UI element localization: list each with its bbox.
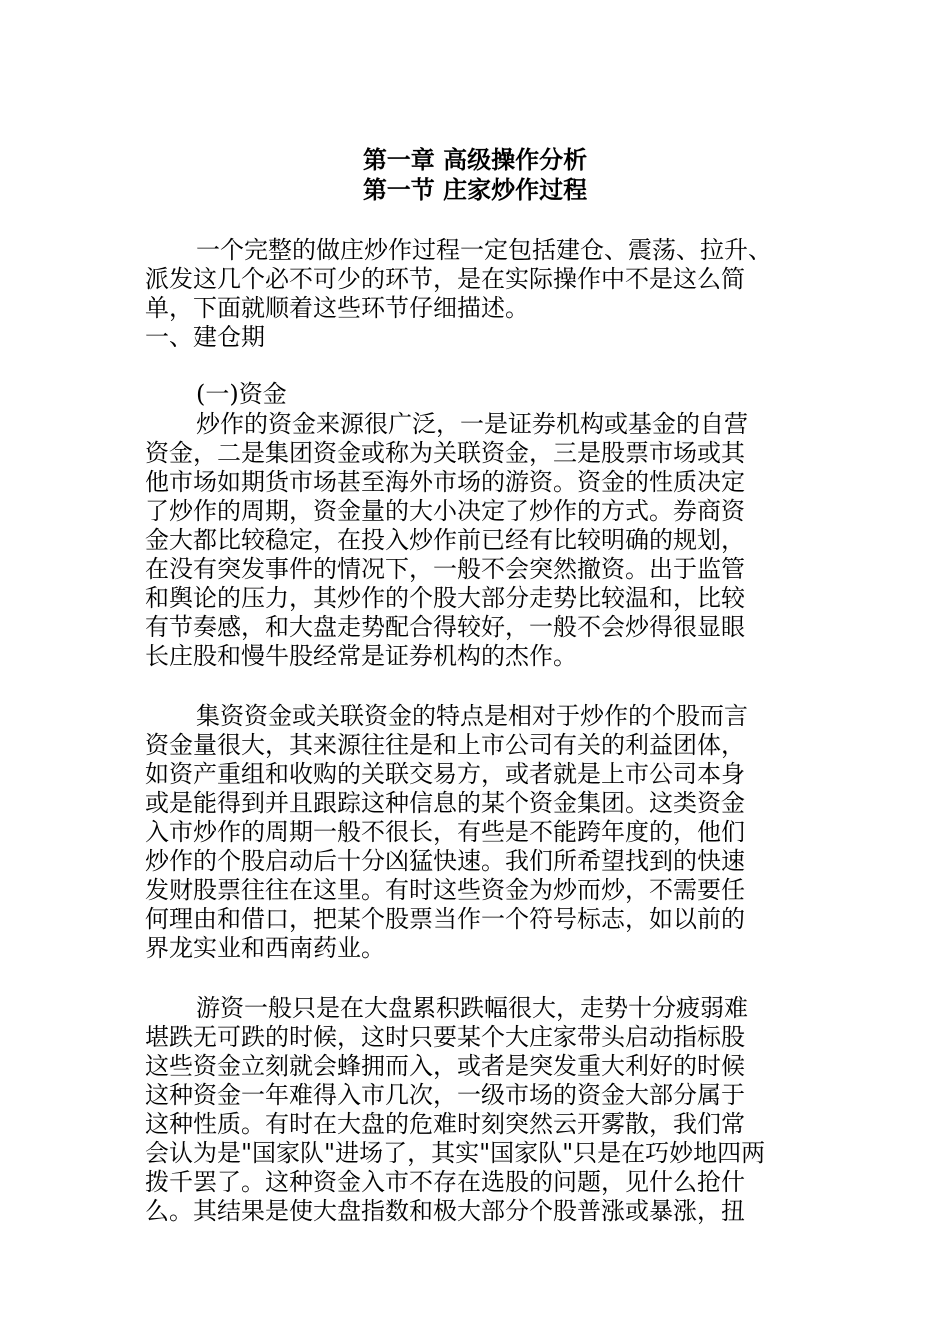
paragraph-line: 堪跌无可跌的时候，这时只要某个大庄家带头启动指标股 [145, 1023, 745, 1051]
paragraph-line: 何理由和借口，把某个股票当作一个符号标志，如以前的 [145, 905, 745, 933]
paragraph-line: 这种性质。有时在大盘的危难时刻突然云开雾散，我们常 [145, 1110, 745, 1138]
chapter-title: 第一章 高级操作分析 [362, 146, 588, 174]
paragraph-line: 集资资金或关联资金的特点是相对于炒作的个股而言 [196, 702, 748, 730]
paragraph-line: 炒作的资金来源很广泛，一是证券机构或基金的自营 [196, 410, 748, 438]
paragraph-line: 这种资金一年难得入市几次，一级市场的资金大部分属于 [145, 1081, 745, 1109]
paragraph-line: 炒作的个股启动后十分凶猛快速。我们所希望找到的快速 [145, 847, 745, 875]
paragraph-line: 长庄股和慢牛股经常是证券机构的杰作。 [145, 642, 577, 670]
paragraph-line: 或是能得到并且跟踪这种信息的某个资金集团。这类资金 [145, 789, 745, 817]
paragraph-line: 界龙实业和西南药业。 [145, 934, 385, 962]
section-title: 第一节 庄家炒作过程 [362, 176, 588, 204]
paragraph-line: 这些资金立刻就会蜂拥而入，或者是突发重大利好的时候 [145, 1052, 745, 1080]
paragraph-line: 入市炒作的周期一般不很长，有些是不能跨年度的，他们 [145, 818, 745, 846]
paragraph-line: 金大都比较稳定，在投入炒作前已经有比较明确的规划， [145, 526, 745, 554]
paragraph-line: 有节奏感，和大盘走势配合得较好，一般不会炒得很显眼 [145, 613, 745, 641]
subheading: (一)资金 [196, 380, 287, 408]
paragraph-line: 资金，二是集团资金或称为关联资金，三是股票市场或其 [145, 439, 745, 467]
paragraph-line: 如资产重组和收购的关联交易方，或者就是上市公司本身 [145, 760, 745, 788]
intro-line: 派发这几个必不可少的环节，是在实际操作中不是这么简 [145, 265, 745, 293]
paragraph-line: 游资一般只是在大盘累积跌幅很大，走势十分疲弱难 [196, 994, 748, 1022]
paragraph-line: 发财股票往往在这里。有时这些资金为炒而炒，不需要任 [145, 876, 745, 904]
paragraph-line: 了炒作的周期，资金量的大小决定了炒作的方式。券商资 [145, 497, 745, 525]
paragraph-line: 在没有突发事件的情况下，一般不会突然撤资。出于监管 [145, 555, 745, 583]
paragraph-line: 和舆论的压力，其炒作的个股大部分走势比较温和，比较 [145, 584, 745, 612]
paragraph-line: 资金量很大，其来源往往是和上市公司有关的利益团体， [145, 731, 745, 759]
paragraph-line: 拨千罢了。这种资金入市不存在选股的问题，见什么抢什 [145, 1168, 745, 1196]
paragraph-line: 会认为是"国家队"进场了，其实"国家队"只是在巧妙地四两 [145, 1139, 766, 1167]
paragraph-line: 他市场如期货市场甚至海外市场的游资。资金的性质决定 [145, 468, 745, 496]
intro-line: 一个完整的做庄炒作过程一定包括建仓、震荡、拉升、 [196, 236, 772, 264]
paragraph-line: 么。其结果是使大盘指数和极大部分个股普涨或暴涨，扭 [145, 1197, 745, 1225]
part-heading: 一、建仓期 [145, 323, 265, 351]
intro-line: 单，下面就顺着这些环节仔细描述。 [145, 294, 529, 322]
